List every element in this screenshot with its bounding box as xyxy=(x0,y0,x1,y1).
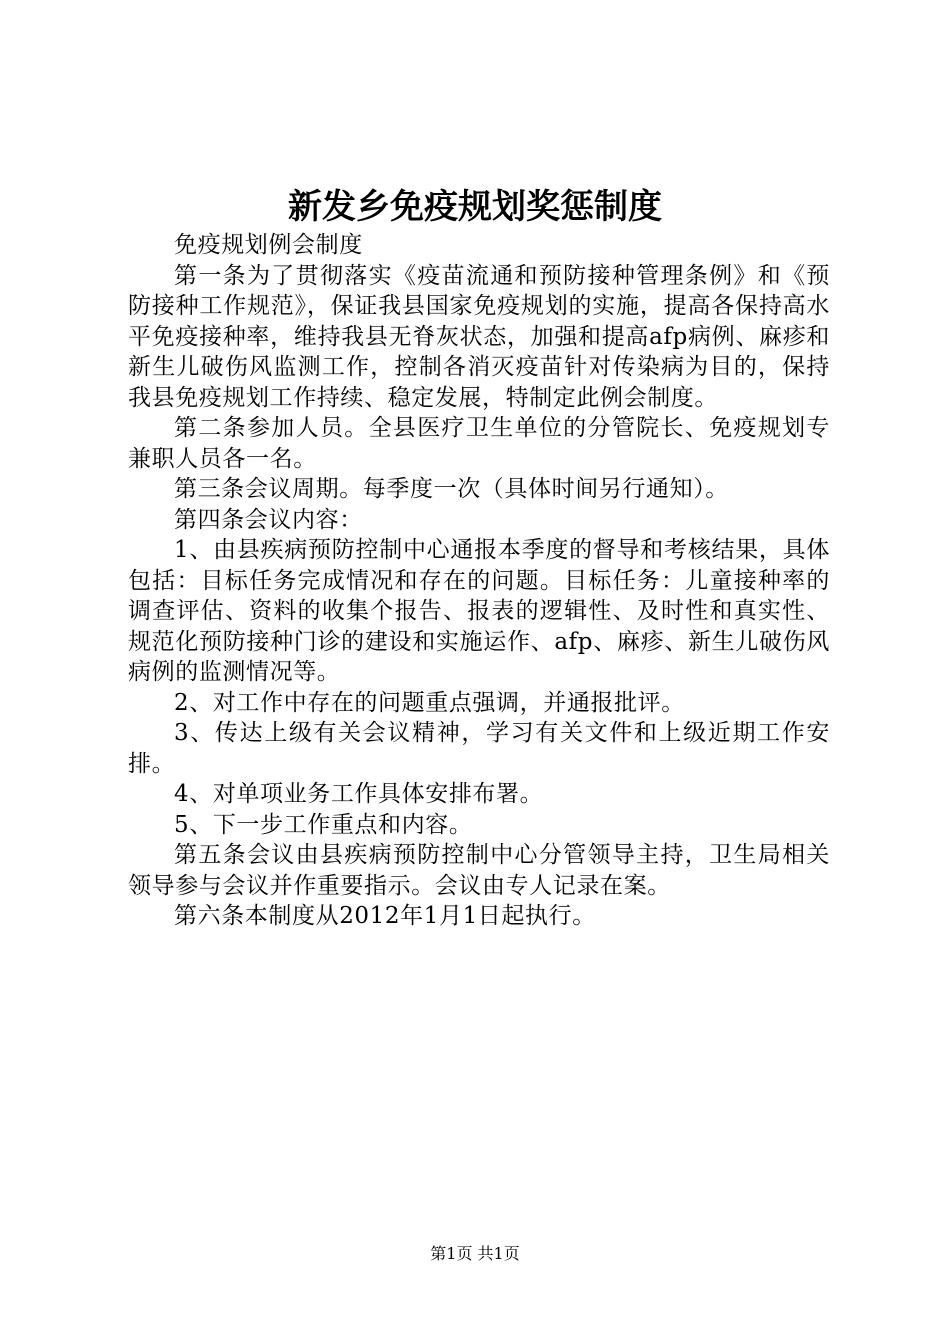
paragraph-heading: 免疫规划例会制度 xyxy=(174,232,363,258)
document-title: 新发乡免疫规划奖惩制度 xyxy=(288,187,662,227)
paragraph-item-5: 5、下一步工作重点和内容。 xyxy=(174,811,473,838)
paragraph-article-3: 第三条会议周期。每季度一次（具体时间另行通知）。 xyxy=(174,476,729,502)
paragraph-article-5: 第五条会议由县疾病预防控制中心分管领导主持，卫生局相关领导参与会议并作重要指示。会议由专人记录在案。 xyxy=(128,842,830,899)
paragraph-article-4: 第四条会议内容： xyxy=(174,506,363,533)
page-number-footer: 第1页 共1页 xyxy=(430,1244,520,1263)
paragraph-article-1: 第一条为了贯彻落实《疫苗流通和预防接种管理条例》和《预防接种工作规范》，保证我县国家免疫规划的实施，提高各保持高水平免疫接种率，维持我县无脊灰状态，加强和提高afp病例、麻疹和新生儿破伤风监测工作，控制各消灭疫苗针对传染病为目的，保持我县免疫规划工作持续、稳定发展，特制定此例会制度。 xyxy=(128,262,830,411)
paragraph-item-3: 3、传达上级有关会议精神，学习有关文件和上级近期工作安排。 xyxy=(128,720,830,777)
document-body xyxy=(128,230,830,932)
paragraph-article-2: 第二条参加人员。全县医疗卫生单位的分管院长、免疫规划专兼职人员各一名。 xyxy=(128,415,830,472)
paragraph-item-4: 4、对单项业务工作具体安排布署。 xyxy=(174,781,544,807)
paragraph-item-1: 1、由县疾病预防控制中心通报本季度的督导和考核结果，具体包括：目标任务完成情况和存在的问题。目标任务：儿童接种率的调查评估、资料的收集个报告、报表的逻辑性、及时性和真实性、规范化预防接种门诊的建设和实施运作、afp、麻疹、新生儿破伤风病例的监测情况等。 xyxy=(128,537,830,685)
paragraph-item-2: 2、对工作中存在的问题重点强调，并通报批评。 xyxy=(174,689,685,716)
paragraph-article-6: 第六条本制度从2012年1月1日起执行。 xyxy=(174,903,596,929)
